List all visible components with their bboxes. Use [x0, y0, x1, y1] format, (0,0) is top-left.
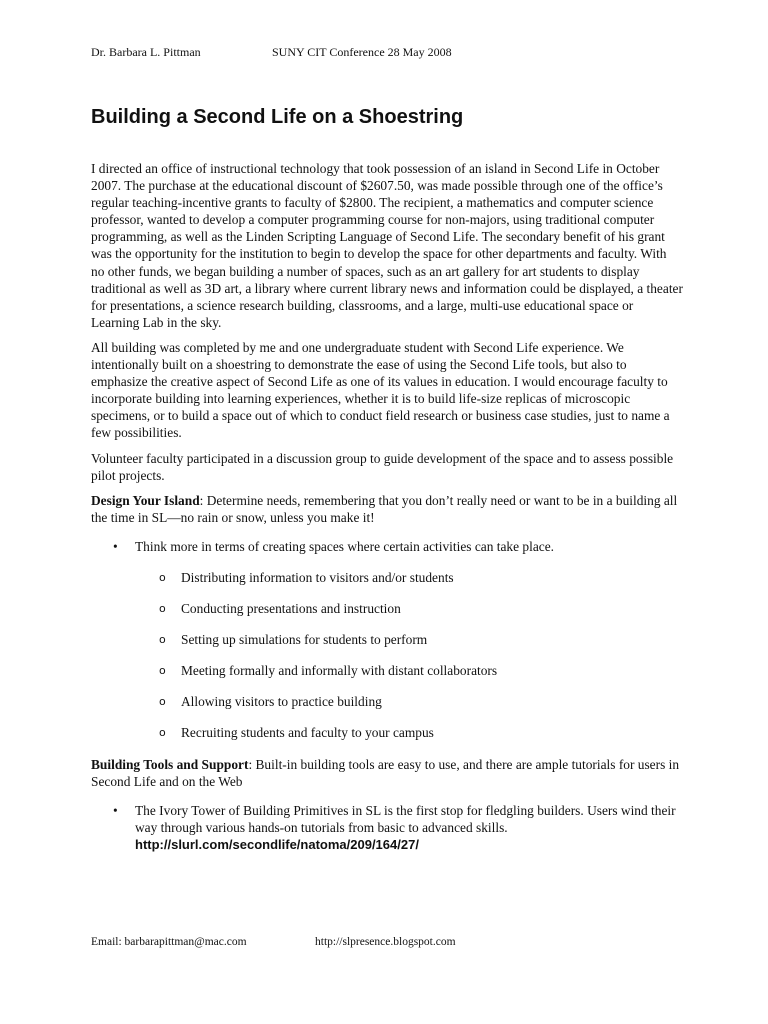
tools-section-heading: Building Tools and Support [91, 756, 249, 772]
sub-list-item-text: Setting up simulations for students to perform [181, 632, 428, 648]
circle-bullet-icon: o [159, 726, 166, 740]
slurl-link[interactable]: http://slurl.com/secondlife/natoma/209/164/27/ [135, 836, 419, 852]
paragraph-intro: I directed an office of instructional technology that took possession of an island in Second Life in October 2007. The purchase at the educational discount of $2607.50, was made possible through one of the office’s regular teaching-incentive grants to faculty of $2800. The recipient, a mathematics and computer science professor, wanted to develop a computer programming course for non-majors, using traditional computer programming, as well as the Linden Scripting Language of Second Life. The secondary benefit of his grant was the opportunity for the institution to begin to develop the space for other departments and faculty. With no other funds, we began building a number of spaces, such as an art gallery for art students to display traditional as well as 3D art, a library where current library news and information could be displayed, a theater for presentations, a science research building, classrooms, and a large, multi-use educational space or Learning Lab in the sky. [91, 161, 683, 330]
bullet-dot-icon: • [113, 802, 118, 818]
sub-list-item [91, 631, 683, 648]
design-bullet-list [91, 538, 683, 742]
sub-list-item-text: Conducting presentations and instruction [181, 601, 401, 617]
sub-list-item-text: Recruiting students and faculty to your campus [181, 725, 434, 741]
circle-bullet-icon: o [159, 664, 166, 678]
sub-list-item-text: Allowing visitors to practice building [181, 694, 382, 710]
sub-list-item-text: Distributing information to visitors and/or students [181, 569, 454, 585]
design-section-text: : Determine needs, remembering that you don’t really need or want to be in a building all the time in SL—no rain or snow, unless you make it! [91, 492, 678, 525]
sub-list-item [91, 724, 683, 741]
circle-bullet-icon: o [159, 695, 166, 709]
document-body [91, 160, 683, 853]
header-author: Dr. Barbara L. Pittman [91, 45, 201, 59]
sub-list-item [91, 569, 683, 586]
design-bullet-text: Think more in terms of creating spaces where certain activities can take place. [135, 538, 555, 554]
tools-section-text: : Built-in building tools are easy to use, and there are ample tutorials for users in Second Life and on the Web [91, 756, 680, 789]
tools-section-intro [91, 756, 683, 790]
document-title: Building a Second Life on a Shoestring [91, 106, 464, 128]
tools-bullet-text: The Ivory Tower of Building Primitives in SL is the first stop for fledgling builders. Users wind their way through various hands-on tutorials from basic to advanced skills. [135, 802, 676, 835]
sub-list-item [91, 600, 683, 617]
header-conference: SUNY CIT Conference 28 May 2008 [272, 45, 452, 59]
sub-list-item [91, 693, 683, 710]
circle-bullet-icon: o [159, 570, 166, 584]
circle-bullet-icon: o [159, 633, 166, 647]
paragraph-building: All building was completed by me and one undergraduate student with Second Life experience. We intentionally built on a shoestring to demonstrate the ease of using the Second Life tools, but also to emphasize the creative aspect of Second Life as one of its values in education. I would encourage faculty to incorporate building into learning experiences, whether it is to build life-size replicas of microscopic specimens, or to build a space out of which to conduct field research or business case studies, just to name a few possibilities. [91, 339, 670, 441]
design-section-intro [91, 492, 683, 526]
footer-email[interactable]: Email: barbarapittman@mac.com [91, 936, 247, 948]
design-section-heading: Design Your Island [91, 492, 200, 508]
footer-blog-link[interactable]: http://slpresence.blogspot.com [315, 936, 456, 948]
sub-list-item-text: Meeting formally and informally with distant collaborators [181, 663, 498, 679]
design-bullet-item [91, 538, 683, 742]
sub-list-item [91, 662, 683, 679]
paragraph-volunteer: Volunteer faculty participated in a discussion group to guide development of the space and to assess possible pilot projects. [91, 450, 674, 483]
activity-sub-list [135, 569, 683, 742]
bullet-dot-icon: • [113, 538, 118, 554]
circle-bullet-icon: o [159, 602, 166, 616]
tools-bullet-list [91, 802, 683, 853]
tools-bullet-item [91, 802, 683, 853]
